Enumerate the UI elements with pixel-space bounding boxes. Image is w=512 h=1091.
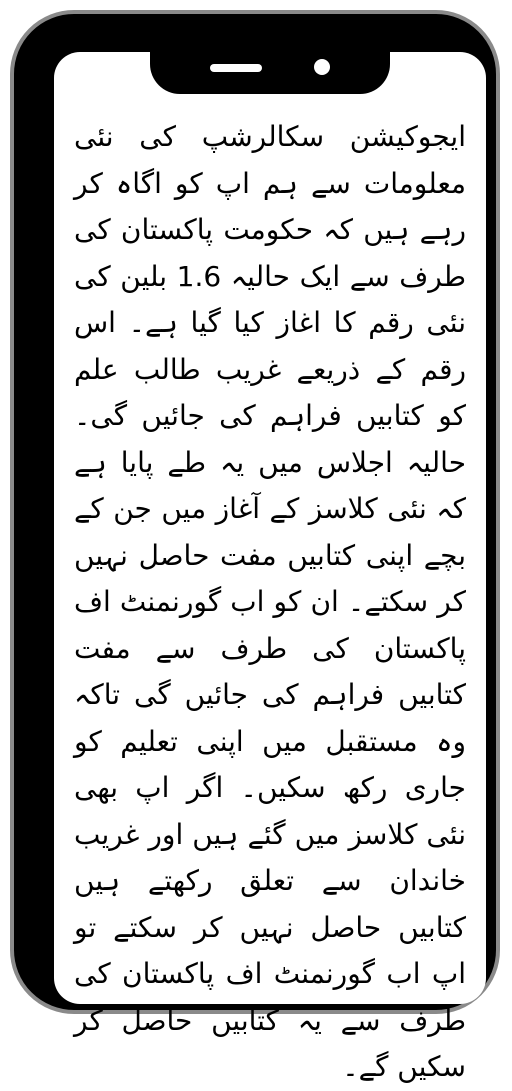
camera-icon — [314, 59, 330, 75]
phone-frame — [10, 10, 500, 1083]
volume-up-button — [18, 229, 26, 309]
article-text: ایجوکیشن سکالرشپ کی نئی معلومات سے ہم اپ کو اگاہ کر رہے ہیں کہ حکومت پاکستان کی طرف سے ایک حالیہ 1.6 بلین کی نئی رقم کا اغاز کیا گیا ہے۔ اس رقم کے ذریعے غریب طالب علم کو کتابیں فراہم کی جائیں گی۔ حالیہ اجلاس میں یہ طے پایا ہے کہ نئی کلاسز کے آغاز میں جن کے بچے اپنی کتابیں مفت حاصل نہیں کر سکتے۔ ان کو اب گورنمنٹ اف پاکستان کی طرف سے مفت کتابیں فراہم کی جائیں گی تاکہ وہ مستقبل میں اپنی تعلیم کو جاری رکھ سکیں۔ اگر اپ بھی نئی کلاسز میں گئے ہیں اور غریب خاندان سے تعلق رکھتے ہیں کتابیں حاصل نہیں کر سکتے تو اپ اب گورنمنٹ اف پاکستان کی طرف سے یہ کتابیں حاصل کر سکیں گے۔ — [74, 120, 466, 1083]
side-button-left-top — [18, 159, 26, 207]
volume-down-button — [18, 324, 26, 404]
speaker-icon — [210, 64, 262, 72]
phone-screen — [54, 52, 486, 1083]
phone-notch — [150, 44, 390, 94]
